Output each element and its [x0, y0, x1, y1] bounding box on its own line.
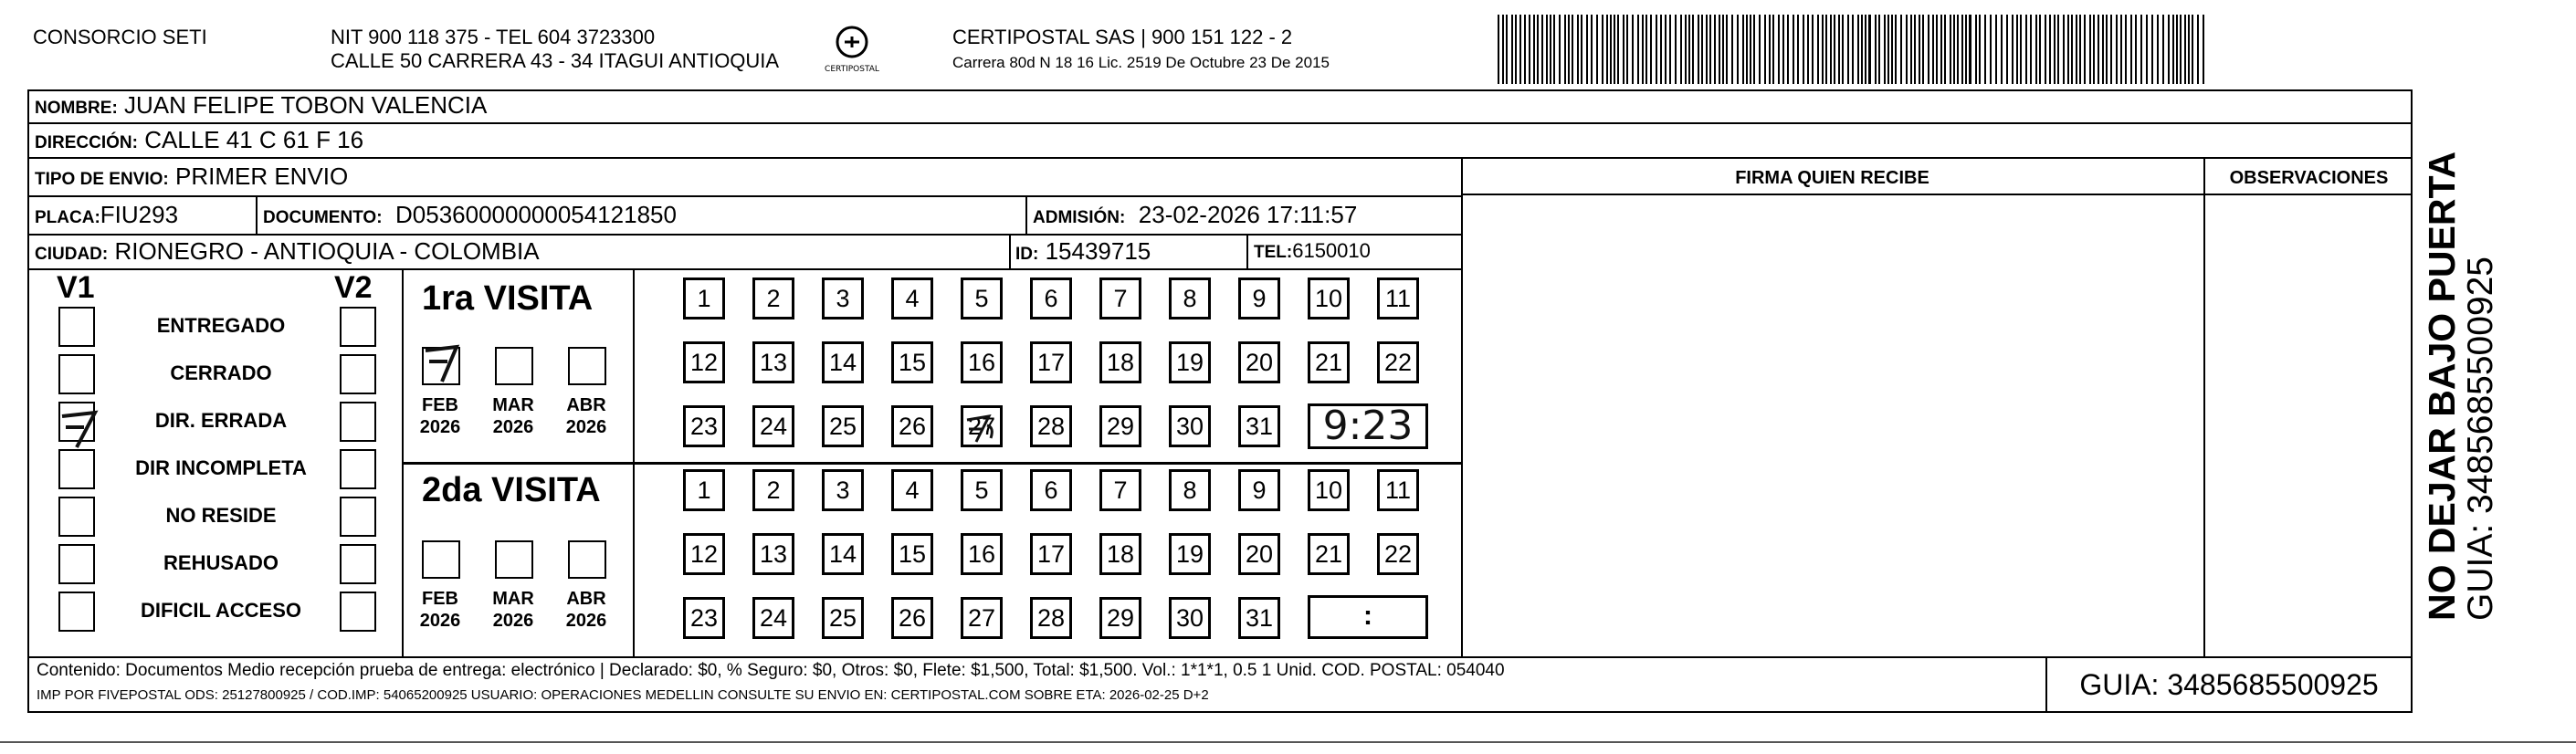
- day-box[interactable]: 5: [961, 469, 1003, 511]
- no-dejar-notice: NO DEJAR BAJO PUERTA: [2421, 151, 2463, 621]
- day-box[interactable]: 15: [891, 341, 933, 383]
- day-box[interactable]: 13: [752, 341, 794, 383]
- status-v1-checkbox[interactable]: [58, 307, 95, 347]
- month-label: [486, 394, 541, 438]
- tipo-envio-value: PRIMER ENVIO: [174, 162, 349, 190]
- first-visit-time: 9:23: [1322, 403, 1414, 449]
- month-year: 2026: [419, 611, 461, 631]
- month-name: FEB: [422, 395, 458, 415]
- placa-value: FIU293: [100, 201, 179, 228]
- day-box[interactable]: 12: [683, 341, 725, 383]
- day-box[interactable]: 17: [1030, 533, 1072, 575]
- month-label: [413, 588, 468, 632]
- ciudad-value: RIONEGRO - ANTIOQUIA - COLOMBIA: [114, 237, 540, 265]
- status-v2-checkbox[interactable]: [340, 354, 376, 394]
- status-label: CERRADO: [170, 361, 272, 384]
- day-box[interactable]: 4: [891, 469, 933, 511]
- day-box[interactable]: 9: [1238, 278, 1280, 319]
- day-box[interactable]: 25: [822, 405, 864, 447]
- status-v1-checkbox[interactable]: [58, 592, 95, 632]
- day-box[interactable]: 31: [1238, 405, 1280, 447]
- month-label: [413, 394, 468, 438]
- day-box[interactable]: 18: [1099, 341, 1141, 383]
- cert-line-2: Carrera 80d N 18 16 Lic. 2519 De Octubre 23 De 2015: [952, 54, 1330, 71]
- day-box[interactable]: 19: [1169, 341, 1211, 383]
- month-name: ABR: [566, 589, 606, 609]
- status-v2-checkbox[interactable]: [340, 544, 376, 584]
- barcode: [1498, 15, 2210, 84]
- address-line: CALLE 50 CARRERA 43 - 34 ITAGUI ANTIOQUIA: [331, 49, 780, 72]
- month-name: ABR: [566, 395, 606, 415]
- month-year: 2026: [492, 611, 534, 631]
- admision-label: ADMISIÓN:: [1033, 208, 1126, 227]
- day-box[interactable]: 19: [1169, 533, 1211, 575]
- observaciones-header: OBSERVACIONES: [2229, 168, 2389, 188]
- day-box[interactable]: 28: [1030, 597, 1072, 639]
- day-box[interactable]: 29: [1099, 597, 1141, 639]
- status-label: DIR. ERRADA: [154, 409, 288, 432]
- firma-header: FIRMA QUIEN RECIBE: [1735, 168, 1929, 188]
- month-name: MAR: [492, 589, 534, 609]
- day-box[interactable]: 3: [822, 278, 864, 319]
- status-v2-checkbox[interactable]: [340, 497, 376, 537]
- day-box[interactable]: 3: [822, 469, 864, 511]
- first-visit-time-box[interactable]: [1308, 403, 1428, 449]
- day-box[interactable]: 26: [891, 405, 933, 447]
- status-v2-checkbox[interactable]: [340, 592, 376, 632]
- status-v1-checkbox[interactable]: [58, 544, 95, 584]
- day-box[interactable]: 22: [1377, 533, 1419, 575]
- status-label: DIR INCOMPLETA: [135, 456, 307, 479]
- day-box[interactable]: 21: [1308, 341, 1350, 383]
- day-box[interactable]: 21: [1308, 533, 1350, 575]
- day-box[interactable]: 8: [1169, 469, 1211, 511]
- month-checkbox[interactable]: [568, 540, 606, 579]
- day-box[interactable]: 12: [683, 533, 725, 575]
- company-name: CONSORCIO SETI: [33, 26, 207, 48]
- v2-label: V2: [334, 270, 373, 305]
- month-checkbox[interactable]: [568, 347, 606, 385]
- day-box[interactable]: 31: [1238, 597, 1280, 639]
- day-box[interactable]: 2: [752, 278, 794, 319]
- status-check-mark: [58, 407, 100, 449]
- imp-line: IMP POR FIVEPOSTAL ODS: 25127800925 / COD.IMP: 54065200925 USUARIO: OPERACIONES MEDELLIN CONSULTE SU ENVIO EN: CERTIPOSTAL.COM SOBRE ETA: 2026-02-25 D+2: [37, 687, 1209, 703]
- day-box[interactable]: 22: [1377, 341, 1419, 383]
- day-box[interactable]: 18: [1099, 533, 1141, 575]
- day-check-mark: [962, 413, 998, 445]
- day-box[interactable]: 5: [961, 278, 1003, 319]
- day-box[interactable]: 24: [752, 405, 794, 447]
- month-label: [559, 588, 614, 632]
- day-box[interactable]: 11: [1377, 469, 1419, 511]
- second-visit-time-box[interactable]: :: [1308, 595, 1428, 639]
- status-label: NO RESIDE: [165, 504, 277, 527]
- day-box[interactable]: 24: [752, 597, 794, 639]
- day-box[interactable]: 13: [752, 533, 794, 575]
- month-year: 2026: [565, 417, 607, 437]
- direccion-value: CALLE 41 C 61 F 16: [144, 126, 364, 153]
- day-box[interactable]: 29: [1099, 405, 1141, 447]
- footer-guia: GUIA: 3485685500925: [2079, 668, 2379, 701]
- month-checkbox[interactable]: [495, 540, 533, 579]
- day-box[interactable]: 7: [1099, 469, 1141, 511]
- month-name: MAR: [492, 395, 534, 415]
- day-box[interactable]: 9: [1238, 469, 1280, 511]
- side-guia: GUIA: 3485685500925: [2461, 257, 2500, 621]
- certipostal-logo: [811, 22, 893, 77]
- admision-value: 23-02-2026 17:11:57: [1138, 201, 1358, 228]
- nit-line: NIT 900 118 375 - TEL 604 3723300: [331, 26, 656, 48]
- status-v1-checkbox[interactable]: [58, 449, 95, 489]
- cert-line-1: CERTIPOSTAL SAS | 900 151 122 - 2: [952, 26, 1293, 48]
- id-value: 15439715: [1045, 237, 1151, 265]
- month-checkbox[interactable]: [495, 347, 533, 385]
- day-box[interactable]: 2: [752, 469, 794, 511]
- day-box[interactable]: 7: [1099, 278, 1141, 319]
- day-box[interactable]: 8: [1169, 278, 1211, 319]
- day-box[interactable]: 15: [891, 533, 933, 575]
- day-box[interactable]: 30: [1169, 597, 1211, 639]
- documento-value: D05360000000054121850: [395, 201, 677, 228]
- status-label: DIFICIL ACCESO: [140, 599, 301, 622]
- side-notice: [2422, 152, 2500, 621]
- tipo-envio-label: TIPO DE ENVIO:: [35, 170, 169, 189]
- day-box[interactable]: 6: [1030, 469, 1072, 511]
- day-box[interactable]: 25: [822, 597, 864, 639]
- day-box[interactable]: 23: [683, 405, 725, 447]
- contents-line: Contenido: Documentos Medio recepción prueba de entrega: electrónico | Declarado: $0, % Seguro: $0, Otros: $0, Flete: $1,500, Total: $1,500. Vol.: 1*1*1, 0.5 1 Unid. COD. POSTAL: 054040: [37, 661, 1505, 680]
- day-box[interactable]: 14: [822, 341, 864, 383]
- month-name: FEB: [422, 589, 458, 609]
- status-v2-checkbox[interactable]: [340, 449, 376, 489]
- day-box[interactable]: 30: [1169, 405, 1211, 447]
- tel-value: 6150010: [1292, 239, 1371, 262]
- month-label: [559, 394, 614, 438]
- month-check-mark: [420, 341, 464, 385]
- nombre-value: JUAN FELIPE TOBON VALENCIA: [124, 91, 488, 119]
- day-box[interactable]: 1: [683, 469, 725, 511]
- day-box[interactable]: 6: [1030, 278, 1072, 319]
- day-box[interactable]: 11: [1377, 278, 1419, 319]
- day-box[interactable]: 27: [961, 597, 1003, 639]
- day-box[interactable]: 27: [961, 405, 1003, 447]
- day-box[interactable]: 10: [1308, 278, 1350, 319]
- month-year: 2026: [492, 417, 534, 437]
- status-v1-checkbox[interactable]: [58, 354, 95, 394]
- month-year: 2026: [565, 611, 607, 631]
- day-box[interactable]: 20: [1238, 533, 1280, 575]
- day-box[interactable]: 20: [1238, 341, 1280, 383]
- day-box[interactable]: 17: [1030, 341, 1072, 383]
- id-label: ID:: [1015, 245, 1039, 264]
- status-v2-checkbox[interactable]: [340, 307, 376, 347]
- month-checkbox[interactable]: [422, 540, 460, 579]
- nombre-label: NOMBRE:: [35, 99, 118, 118]
- day-box[interactable]: 16: [961, 341, 1003, 383]
- day-box[interactable]: 28: [1030, 405, 1072, 447]
- status-label: REHUSADO: [163, 551, 279, 574]
- day-box[interactable]: 14: [822, 533, 864, 575]
- month-label: [486, 588, 541, 632]
- day-box[interactable]: 16: [961, 533, 1003, 575]
- logo-text: CERTIPOSTAL: [825, 65, 879, 74]
- second-visit-title: 2da VISITA: [422, 471, 601, 509]
- day-box[interactable]: 26: [891, 597, 933, 639]
- tel-label: TEL:: [1254, 243, 1293, 262]
- documento-label: DOCUMENTO:: [263, 208, 383, 227]
- day-box[interactable]: 10: [1308, 469, 1350, 511]
- status-v1-checkbox[interactable]: [58, 497, 95, 537]
- status-label: ENTREGADO: [156, 314, 286, 337]
- day-box[interactable]: 23: [683, 597, 725, 639]
- v1-label: V1: [57, 270, 95, 305]
- month-year: 2026: [419, 417, 461, 437]
- placa-label: PLACA:: [35, 208, 100, 227]
- day-box[interactable]: 4: [891, 278, 933, 319]
- status-v2-checkbox[interactable]: [340, 402, 376, 442]
- day-box[interactable]: 1: [683, 278, 725, 319]
- ciudad-label: CIUDAD:: [35, 245, 109, 264]
- first-visit-title: 1ra VISITA: [422, 279, 594, 318]
- direccion-label: DIRECCIÓN:: [35, 133, 138, 152]
